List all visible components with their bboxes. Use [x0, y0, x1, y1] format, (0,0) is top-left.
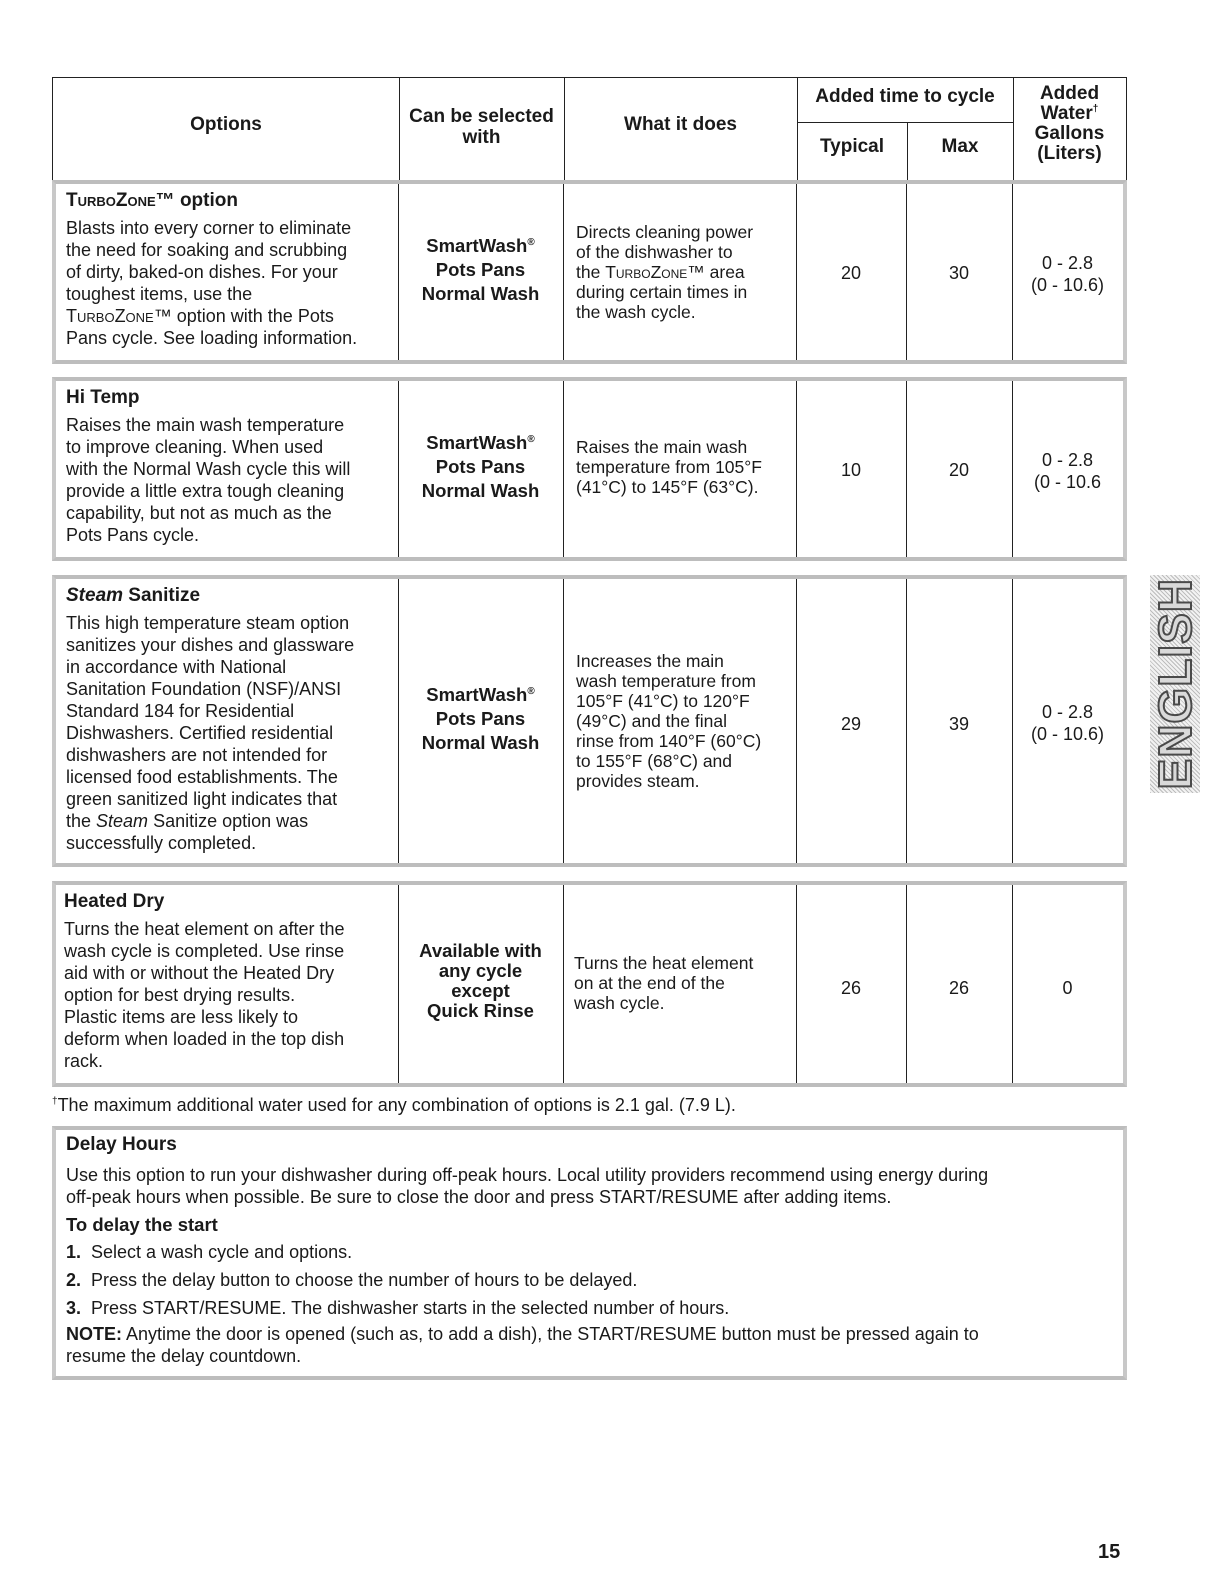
header-max: Max: [941, 136, 979, 157]
option-row-steam-sanitize: [52, 575, 1127, 867]
option-title: Heated Dry: [64, 891, 165, 912]
added-water: 0 - 2.8 (0 - 10.6): [1030, 253, 1105, 295]
selectable-cycles: SmartWash® Pots Pans Normal Wash: [421, 432, 540, 501]
page-number: 15: [1098, 1541, 1121, 1563]
header-can-be-selected: Can be selected with: [409, 106, 554, 148]
typical-time: 26: [840, 978, 862, 998]
selectable-cycles: SmartWash® Pots Pans Normal Wash: [421, 684, 540, 753]
option-row-turbozone: [52, 180, 1127, 364]
option-row-heated-dry: [52, 881, 1127, 1087]
option-description: Steam Sanitize This high temperature steam option sanitizes your dishes and glassware in accordance with National Sanitation Foundation (NSF)/ANSI Standard 184 for Residential Dishwashers. Certified residential dishwashers are not intended for licensed food establishments. The green sanitized light indicates that the Steam Sanitize option was successfully completed.: [66, 585, 396, 854]
typical-time: 20: [840, 263, 862, 283]
delay-start-subtitle: To delay the start: [66, 1214, 218, 1235]
list-item: 2. Press the delay button to choose the number of hours to be delayed.: [66, 1270, 638, 1290]
list-item: 1. Select a wash cycle and options.: [66, 1242, 353, 1262]
delay-hours-title: Delay Hours: [66, 1134, 177, 1155]
max-time: 20: [948, 460, 970, 480]
list-item: 3. Press START/RESUME. The dishwasher starts in the selected number of hours.: [66, 1298, 730, 1318]
header-added-water: Added Water† Gallons (Liters): [1034, 83, 1105, 164]
delay-steps: [66, 1241, 1111, 1323]
selectable-cycles: SmartWash® Pots Pans Normal Wash: [421, 235, 540, 304]
option-title: Hi Temp: [66, 387, 140, 408]
option-title: Steam Sanitize: [66, 585, 201, 606]
header-added-time: Added time to cycle: [815, 86, 995, 107]
max-time: 26: [948, 978, 970, 998]
header-typical: Typical: [819, 136, 885, 157]
selectable-cycles: Available with any cycle except Quick Rinse: [419, 940, 542, 1021]
what-it-does: Directs cleaning power of the dishwasher to the TurboZone™ area during certain times in the wash cycle.: [576, 222, 754, 322]
typical-time: 10: [840, 460, 862, 480]
header-options: Options: [190, 114, 262, 135]
added-water: 0 - 2.8 (0 - 10.6: [1033, 450, 1102, 492]
language-side-tab: [1150, 575, 1200, 793]
what-it-does: Raises the main wash temperature from 105°F (41°C) to 145°F (63°C).: [576, 437, 762, 497]
side-tab-label: ENGLISH: [1149, 578, 1201, 790]
added-water: 0: [1062, 978, 1073, 998]
option-row-hi-temp: [52, 377, 1127, 561]
header-what-it-does: What it does: [624, 114, 737, 135]
delay-hours-section: [52, 1126, 1127, 1380]
max-time: 30: [948, 263, 970, 283]
table-header: [52, 77, 1127, 181]
option-description: TurboZone™ option Blasts into every corner to eliminate the need for soaking and scrubbing of dirty, baked-on dishes. For your toughest items, use the TurboZone™ option with the Pots Pans cycle. See loading information.: [66, 190, 396, 349]
delay-hours-description: Use this option to run your dishwasher during off-peak hours. Local utility providers recommend using energy during off-peak hours when possible. Be sure to close the door and press START/RESUME after adding items.: [66, 1165, 989, 1207]
added-water: 0 - 2.8 (0 - 10.6): [1030, 702, 1105, 744]
option-description: Hi Temp Raises the main wash temperature to improve cleaning. When used with the Normal Wash cycle this will provide a little extra tough cleaning capability, but not as much as the Pots Pans cycle.: [66, 387, 396, 546]
delay-note: NOTE: Anytime the door is opened (such as, to add a dish), the START/RESUME button must be pressed again to resume the delay countdown.: [66, 1324, 979, 1366]
what-it-does: Increases the main wash temperature from 105°F (41°C) to 120°F (49°C) and the final rinse from 140°F (60°C) to 155°F (68°C) and provides steam.: [576, 651, 762, 791]
what-it-does: Turns the heat element on at the end of the wash cycle.: [574, 953, 754, 1013]
option-title: TurboZone™ option: [66, 190, 238, 211]
option-description: Heated Dry Turns the heat element on after the wash cycle is completed. Use rinse aid with or without the Heated Dry option for best drying results. Plastic items are less likely to deform when loaded in the top dish rack.: [64, 891, 394, 1072]
max-time: 39: [948, 714, 970, 734]
typical-time: 29: [840, 714, 862, 734]
footnote: †The maximum additional water used for any combination of options is 2.1 gal. (7.9 L).: [52, 1095, 736, 1115]
